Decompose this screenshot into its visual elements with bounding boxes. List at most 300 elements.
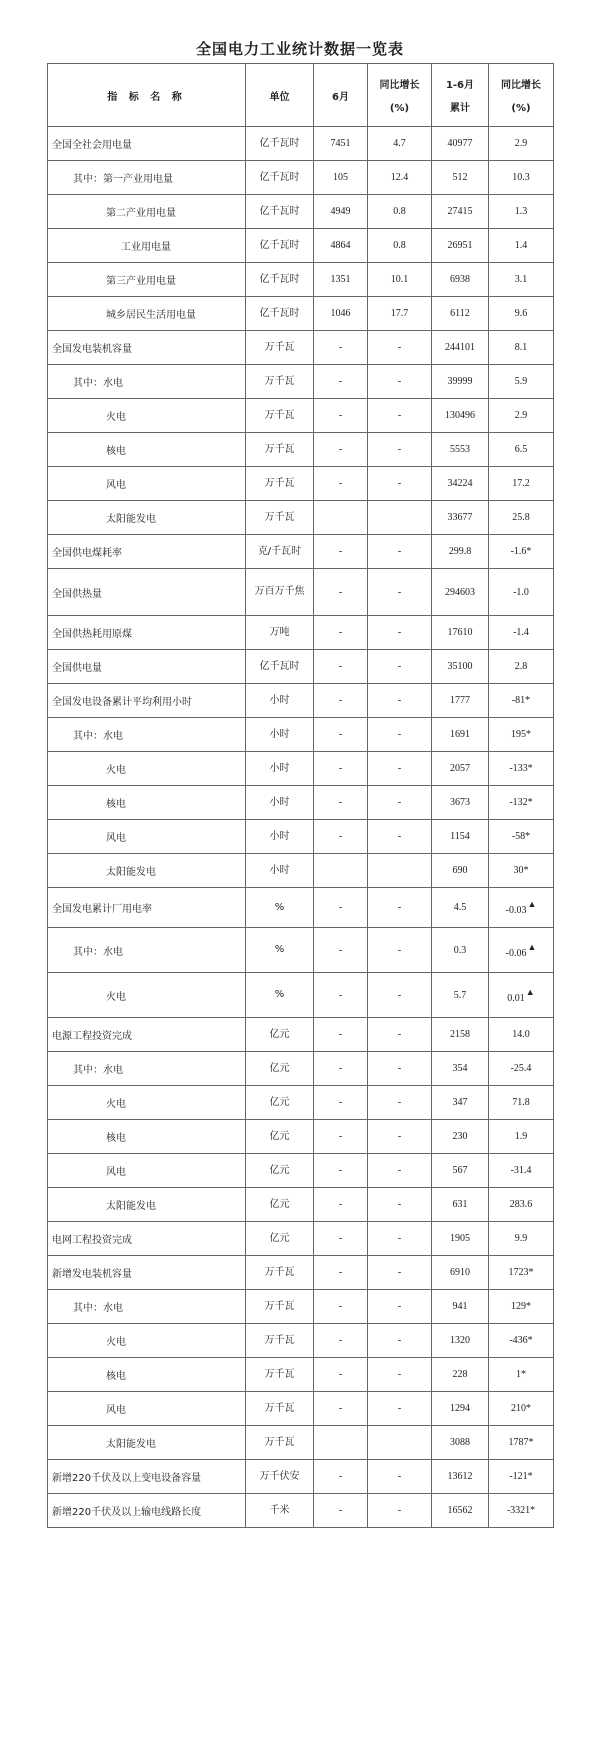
month-yoy-text: -: [397, 376, 402, 387]
month-value: [314, 1494, 368, 1528]
cumulative-value: [432, 1426, 489, 1460]
indicator-name-text: 核电: [106, 1133, 126, 1144]
month-yoy-text: -: [397, 1097, 402, 1108]
cumulative-yoy: [489, 229, 554, 263]
cumulative-yoy-text: 1.4: [514, 240, 528, 251]
cumulative-yoy-text: 195*: [511, 729, 531, 740]
indicator-name: [48, 1120, 246, 1154]
cumulative-yoy: [489, 331, 554, 365]
cumulative-value: [432, 467, 489, 501]
cumulative-yoy: [489, 684, 554, 718]
month-value-text: -: [338, 1369, 343, 1380]
unit-cell-text: 万千瓦: [264, 375, 295, 387]
unit-cell: [246, 1052, 314, 1086]
table-row: [48, 229, 554, 263]
unit-cell-text: 万千瓦: [264, 1334, 295, 1346]
indicator-name-text: 火电: [106, 991, 126, 1003]
indicator-name: [48, 718, 246, 752]
indicator-name: [48, 161, 246, 195]
cumulative-yoy-text: -133*: [509, 763, 533, 774]
month-yoy: [368, 1086, 432, 1120]
cumulative-value-text: 347: [452, 1097, 468, 1108]
cumulative-yoy-text: -121*: [509, 1471, 533, 1482]
cumulative-value: [432, 752, 489, 786]
indicator-name-text: 新增发电装机容量: [52, 1269, 132, 1280]
unit-cell: [246, 433, 314, 467]
unit-cell: [246, 467, 314, 501]
unit-cell: [246, 399, 314, 433]
cumulative-yoy-text: -81*: [511, 695, 531, 706]
cumulative-value-text: 631: [452, 1199, 468, 1210]
month-value-text: -: [338, 1063, 343, 1074]
unit-cell: [246, 297, 314, 331]
table-row: [48, 1222, 554, 1256]
cumulative-value-text: 35100: [447, 661, 473, 672]
cumulative-value: [432, 616, 489, 650]
unit-cell-text: 万千伏安: [259, 1470, 300, 1482]
indicator-name-text: 风电: [106, 480, 126, 491]
month-value-text: -: [338, 1301, 343, 1312]
header-unit: 单位: [246, 64, 314, 127]
cumulative-value-text: 17610: [447, 627, 473, 638]
month-yoy: [368, 616, 432, 650]
table-row: [48, 1120, 554, 1154]
unit-cell: [246, 973, 314, 1018]
month-value-text: -: [338, 1267, 343, 1278]
cumulative-yoy-text: 14.0: [512, 1029, 530, 1040]
table-row: [48, 127, 554, 161]
unit-cell: [246, 1426, 314, 1460]
header-cumulative-period: 1-6月: [445, 80, 475, 91]
triangle-marker-icon: ▲: [527, 899, 537, 909]
month-value-text: -: [338, 1029, 343, 1040]
month-yoy: [368, 433, 432, 467]
month-yoy: [368, 569, 432, 616]
unit-cell-text: 万吨: [269, 626, 290, 638]
month-value: [314, 820, 368, 854]
unit-cell: [246, 263, 314, 297]
unit-cell-text: 亿千瓦时: [259, 660, 300, 672]
cumulative-yoy: [489, 1426, 554, 1460]
month-value-text: -: [338, 478, 343, 489]
month-yoy: [368, 399, 432, 433]
cumulative-yoy: [489, 650, 554, 684]
indicator-name: [48, 365, 246, 399]
unit-cell-text: 克/千瓦时: [257, 545, 302, 557]
cumulative-value: [432, 928, 489, 973]
month-value-text: 7451: [330, 138, 351, 149]
month-value: [314, 535, 368, 569]
unit-cell: [246, 535, 314, 569]
unit-cell-text: 小时: [269, 728, 290, 740]
cumulative-value: [432, 229, 489, 263]
cumulative-yoy: [489, 501, 554, 535]
month-yoy-text: 4.7: [393, 138, 406, 149]
cumulative-value: [432, 1222, 489, 1256]
indicator-name: [48, 1188, 246, 1222]
month-yoy-text: -: [397, 627, 402, 638]
month-value-text: -: [338, 1131, 343, 1142]
cumulative-yoy-text: 210*: [511, 1403, 531, 1414]
cumulative-value-text: 2158: [450, 1029, 470, 1040]
cumulative-yoy: [489, 820, 554, 854]
header-cumulative-yoy: [489, 64, 554, 127]
month-yoy-text: -: [397, 729, 402, 740]
cumulative-value: [432, 433, 489, 467]
month-yoy: [368, 1256, 432, 1290]
cumulative-yoy-text: 1787*: [508, 1437, 534, 1448]
indicator-name-text: 核电: [106, 799, 126, 810]
month-value: [314, 854, 368, 888]
month-yoy: [368, 1018, 432, 1052]
cumulative-value: [432, 1290, 489, 1324]
header-month: 6月: [314, 64, 368, 127]
month-yoy: [368, 1460, 432, 1494]
cumulative-value: [432, 1154, 489, 1188]
indicator-name-text: 太阳能发电: [106, 1201, 156, 1212]
table-row: [48, 1256, 554, 1290]
indicator-name-text: 电网工程投资完成: [52, 1235, 132, 1246]
month-yoy-text: -: [397, 478, 402, 489]
month-yoy: [368, 1222, 432, 1256]
cumulative-yoy: [489, 195, 554, 229]
indicator-name-text: 全国发电累计厂用电率: [52, 904, 152, 915]
unit-cell-text: 亿元: [269, 1164, 290, 1176]
indicator-name: [48, 1494, 246, 1528]
cumulative-yoy-text: -31.4: [510, 1165, 532, 1176]
indicator-name-text: 全国供热量: [52, 588, 102, 600]
indicator-name: [48, 752, 246, 786]
cumulative-yoy-text: -3321*: [506, 1505, 536, 1516]
table-row: [48, 1018, 554, 1052]
month-yoy: [368, 854, 432, 888]
unit-cell-text: 万千瓦: [264, 341, 295, 353]
month-yoy: [368, 501, 432, 535]
unit-cell-text: %: [274, 989, 285, 1000]
unit-cell: [246, 1324, 314, 1358]
cumulative-yoy: [489, 1494, 554, 1528]
table-row: [48, 263, 554, 297]
month-value: [314, 1120, 368, 1154]
table-row: [48, 1086, 554, 1120]
cumulative-value: [432, 1494, 489, 1528]
cumulative-yoy-text: -1.0: [513, 586, 529, 598]
table-row: [48, 399, 554, 433]
indicator-name-text: 全国供电煤耗率: [52, 548, 122, 559]
indicator-name: [48, 331, 246, 365]
table-row: [48, 331, 554, 365]
month-yoy-text: -: [397, 1063, 402, 1074]
cumulative-yoy-text: 71.8: [512, 1097, 530, 1108]
cumulative-value: [432, 365, 489, 399]
month-value-text: 105: [333, 172, 348, 183]
month-yoy-text: -: [397, 1199, 402, 1210]
unit-cell-text: 亿千瓦时: [259, 205, 300, 217]
unit-cell: [246, 1086, 314, 1120]
table-body: [48, 127, 554, 1528]
cumulative-value-text: 4.5: [453, 902, 467, 913]
month-yoy-text: -: [397, 944, 402, 956]
cumulative-value-text: 5553: [450, 444, 470, 455]
cumulative-yoy: [489, 718, 554, 752]
month-value-text: -: [338, 410, 343, 421]
cumulative-yoy-text: 5.9: [514, 376, 528, 387]
indicator-name: [48, 616, 246, 650]
month-value-text: -: [338, 1505, 343, 1516]
month-value: [314, 263, 368, 297]
indicator-name: [48, 1154, 246, 1188]
unit-cell: [246, 684, 314, 718]
cumulative-value-text: 34224: [447, 478, 473, 489]
cumulative-yoy: [489, 467, 554, 501]
cumulative-value: [432, 1086, 489, 1120]
cumulative-value-text: 33677: [447, 512, 473, 523]
month-yoy-text: -: [397, 1233, 402, 1244]
indicator-name-text: 新增220千伏及以上变电设备容量: [52, 1473, 202, 1484]
cumulative-value-text: 567: [452, 1165, 468, 1176]
unit-cell: [246, 718, 314, 752]
month-yoy-text: -: [397, 586, 402, 598]
indicator-name: [48, 1256, 246, 1290]
month-yoy-text: 10.1: [390, 274, 409, 285]
triangle-marker-icon: ▲: [527, 941, 537, 952]
cumulative-yoy-text: 30*: [513, 865, 529, 876]
indicator-name: [48, 786, 246, 820]
cumulative-value-text: 13612: [447, 1471, 473, 1482]
month-yoy: [368, 888, 432, 928]
indicator-name-text: 工业用电量: [121, 242, 171, 253]
month-yoy-text: 17.7: [390, 308, 409, 319]
cumulative-value-text: 294603: [445, 586, 475, 598]
month-yoy: [368, 1154, 432, 1188]
table-row: [48, 928, 554, 973]
indicator-name-text: 火电: [106, 765, 126, 776]
unit-cell-text: 万千瓦: [264, 1436, 295, 1448]
month-value: [314, 195, 368, 229]
month-yoy: [368, 650, 432, 684]
cumulative-yoy: [489, 1392, 554, 1426]
cumulative-yoy: [489, 1460, 554, 1494]
indicator-name-text: 火电: [106, 1337, 126, 1348]
unit-cell: [246, 195, 314, 229]
unit-cell: [246, 854, 314, 888]
table-row: [48, 786, 554, 820]
table-row: [48, 501, 554, 535]
month-value: [314, 1188, 368, 1222]
cumulative-value: [432, 1120, 489, 1154]
cumulative-value: [432, 888, 489, 928]
cumulative-value-text: 354: [452, 1063, 468, 1074]
cumulative-value-text: 5.7: [453, 989, 467, 1001]
table-row: [48, 195, 554, 229]
indicator-name: [48, 928, 246, 973]
month-value: [314, 297, 368, 331]
month-value: [314, 650, 368, 684]
cumulative-value: [432, 1256, 489, 1290]
table-row: [48, 1494, 554, 1528]
cumulative-value: [432, 127, 489, 161]
indicator-name-text: 全国供热耗用原煤: [52, 629, 132, 640]
unit-cell-text: 亿千瓦时: [259, 239, 300, 251]
table-row: [48, 1290, 554, 1324]
month-value: [314, 365, 368, 399]
cumulative-yoy-text: 1*: [516, 1369, 526, 1380]
indicator-name-text: 太阳能发电: [106, 867, 156, 878]
cumulative-yoy-text: 17.2: [512, 478, 530, 489]
indicator-name: [48, 1018, 246, 1052]
page-title: 全国电力工业统计数据一览表: [195, 40, 404, 58]
cumulative-value-text: 1691: [450, 729, 470, 740]
cumulative-yoy: [489, 399, 554, 433]
indicator-name-text: 第二产业用电量: [106, 208, 176, 219]
cumulative-value: [432, 650, 489, 684]
month-value: [314, 161, 368, 195]
cumulative-yoy-text: 2.8: [514, 661, 528, 672]
cumulative-yoy: [489, 1222, 554, 1256]
table-row: [48, 616, 554, 650]
cumulative-yoy-text: -1.6*: [510, 546, 532, 557]
cumulative-value: [432, 820, 489, 854]
cumulative-yoy-text: -0.06: [505, 947, 527, 959]
month-yoy: [368, 718, 432, 752]
cumulative-yoy: [489, 786, 554, 820]
month-value: [314, 973, 368, 1018]
cumulative-value: [432, 297, 489, 331]
table-row: [48, 1392, 554, 1426]
unit-cell: [246, 161, 314, 195]
unit-cell-text: 万千瓦: [264, 409, 295, 421]
table-row: [48, 820, 554, 854]
month-value: [314, 1154, 368, 1188]
month-value: [314, 331, 368, 365]
unit-cell: [246, 1460, 314, 1494]
cumulative-yoy: [489, 161, 554, 195]
cumulative-yoy-text: 8.1: [514, 342, 528, 353]
cumulative-yoy: [489, 1120, 554, 1154]
month-yoy: [368, 973, 432, 1018]
indicator-name: [48, 650, 246, 684]
month-yoy-text: -: [397, 661, 402, 672]
cumulative-yoy: [489, 888, 554, 928]
month-yoy: [368, 1120, 432, 1154]
month-value-text: -: [338, 546, 343, 557]
month-yoy: [368, 928, 432, 973]
cumulative-yoy: [489, 1290, 554, 1324]
month-yoy: [368, 820, 432, 854]
month-yoy: [368, 1290, 432, 1324]
month-yoy: [368, 195, 432, 229]
unit-cell-text: 亿千瓦时: [259, 307, 300, 319]
month-value: [314, 928, 368, 973]
indicator-name-text: 全国发电设备累计平均利用小时: [52, 697, 192, 708]
month-yoy-text: -: [397, 1301, 402, 1312]
table-row: [48, 1460, 554, 1494]
month-yoy: [368, 297, 432, 331]
cumulative-yoy-text: 1723*: [508, 1267, 534, 1278]
cumulative-value: [432, 786, 489, 820]
cumulative-yoy-text: 3.1: [514, 274, 528, 285]
cumulative-value-text: 6910: [450, 1267, 470, 1278]
month-value-text: -: [338, 627, 343, 638]
table-row: [48, 854, 554, 888]
cumulative-value-text: 690: [452, 865, 468, 876]
month-yoy-text: -: [397, 831, 402, 842]
month-value-text: 1351: [330, 274, 351, 285]
month-yoy-text: 0.8: [393, 240, 406, 251]
unit-cell: [246, 501, 314, 535]
cumulative-yoy: [489, 433, 554, 467]
indicator-name: [48, 195, 246, 229]
indicator-name-text: 第三产业用电量: [106, 276, 176, 287]
month-yoy-text: -: [397, 1505, 402, 1516]
cumulative-value: [432, 161, 489, 195]
indicator-name: [48, 297, 246, 331]
table-row: [48, 718, 554, 752]
unit-cell-text: 万千瓦: [264, 1266, 295, 1278]
month-value-text: -: [338, 661, 343, 672]
month-value: [314, 1358, 368, 1392]
unit-cell-text: 万百万千焦: [254, 586, 305, 597]
cumulative-value: [432, 1358, 489, 1392]
month-value: [314, 1324, 368, 1358]
month-value: [314, 569, 368, 616]
unit-cell: [246, 1256, 314, 1290]
month-yoy: [368, 1358, 432, 1392]
indicator-name-text: 火电: [106, 1099, 126, 1110]
cumulative-yoy-text: 9.6: [514, 308, 528, 319]
month-yoy-text: -: [397, 546, 402, 557]
header-cumulative-yoy-label: 同比增长: [501, 80, 541, 91]
cumulative-value-text: 2057: [450, 763, 470, 774]
month-value: [314, 467, 368, 501]
month-yoy: [368, 365, 432, 399]
cumulative-value-text: 16562: [447, 1505, 473, 1516]
indicator-name: [48, 1426, 246, 1460]
unit-cell-text: 小时: [269, 762, 290, 774]
month-value: [314, 127, 368, 161]
cumulative-yoy-text: 2.9: [514, 138, 528, 149]
cumulative-value-text: 941: [452, 1301, 468, 1312]
month-value: [314, 1018, 368, 1052]
month-yoy-text: -: [397, 763, 402, 774]
month-yoy-text: -: [397, 797, 402, 808]
month-yoy: [368, 1426, 432, 1460]
month-value: [314, 1052, 368, 1086]
indicator-name: [48, 1086, 246, 1120]
month-value: [314, 752, 368, 786]
unit-cell-text: %: [274, 944, 285, 955]
table-header: [48, 64, 554, 127]
month-value-text: -: [338, 342, 343, 353]
table-row: [48, 467, 554, 501]
month-value-text: -: [338, 989, 343, 1001]
unit-cell-text: 千米: [269, 1504, 290, 1516]
unit-cell: [246, 888, 314, 928]
cumulative-yoy: [489, 973, 554, 1018]
unit-cell: [246, 1358, 314, 1392]
unit-cell-text: 小时: [269, 864, 290, 876]
unit-cell-text: %: [274, 901, 285, 913]
unit-cell: [246, 1188, 314, 1222]
month-value-text: -: [338, 902, 343, 913]
unit-cell-text: 万千瓦: [264, 1402, 295, 1414]
indicator-name: [48, 535, 246, 569]
indicator-name: [48, 820, 246, 854]
cumulative-yoy: [489, 365, 554, 399]
indicator-name: [48, 684, 246, 718]
month-yoy-text: 12.4: [390, 172, 409, 183]
table-row: [48, 1358, 554, 1392]
